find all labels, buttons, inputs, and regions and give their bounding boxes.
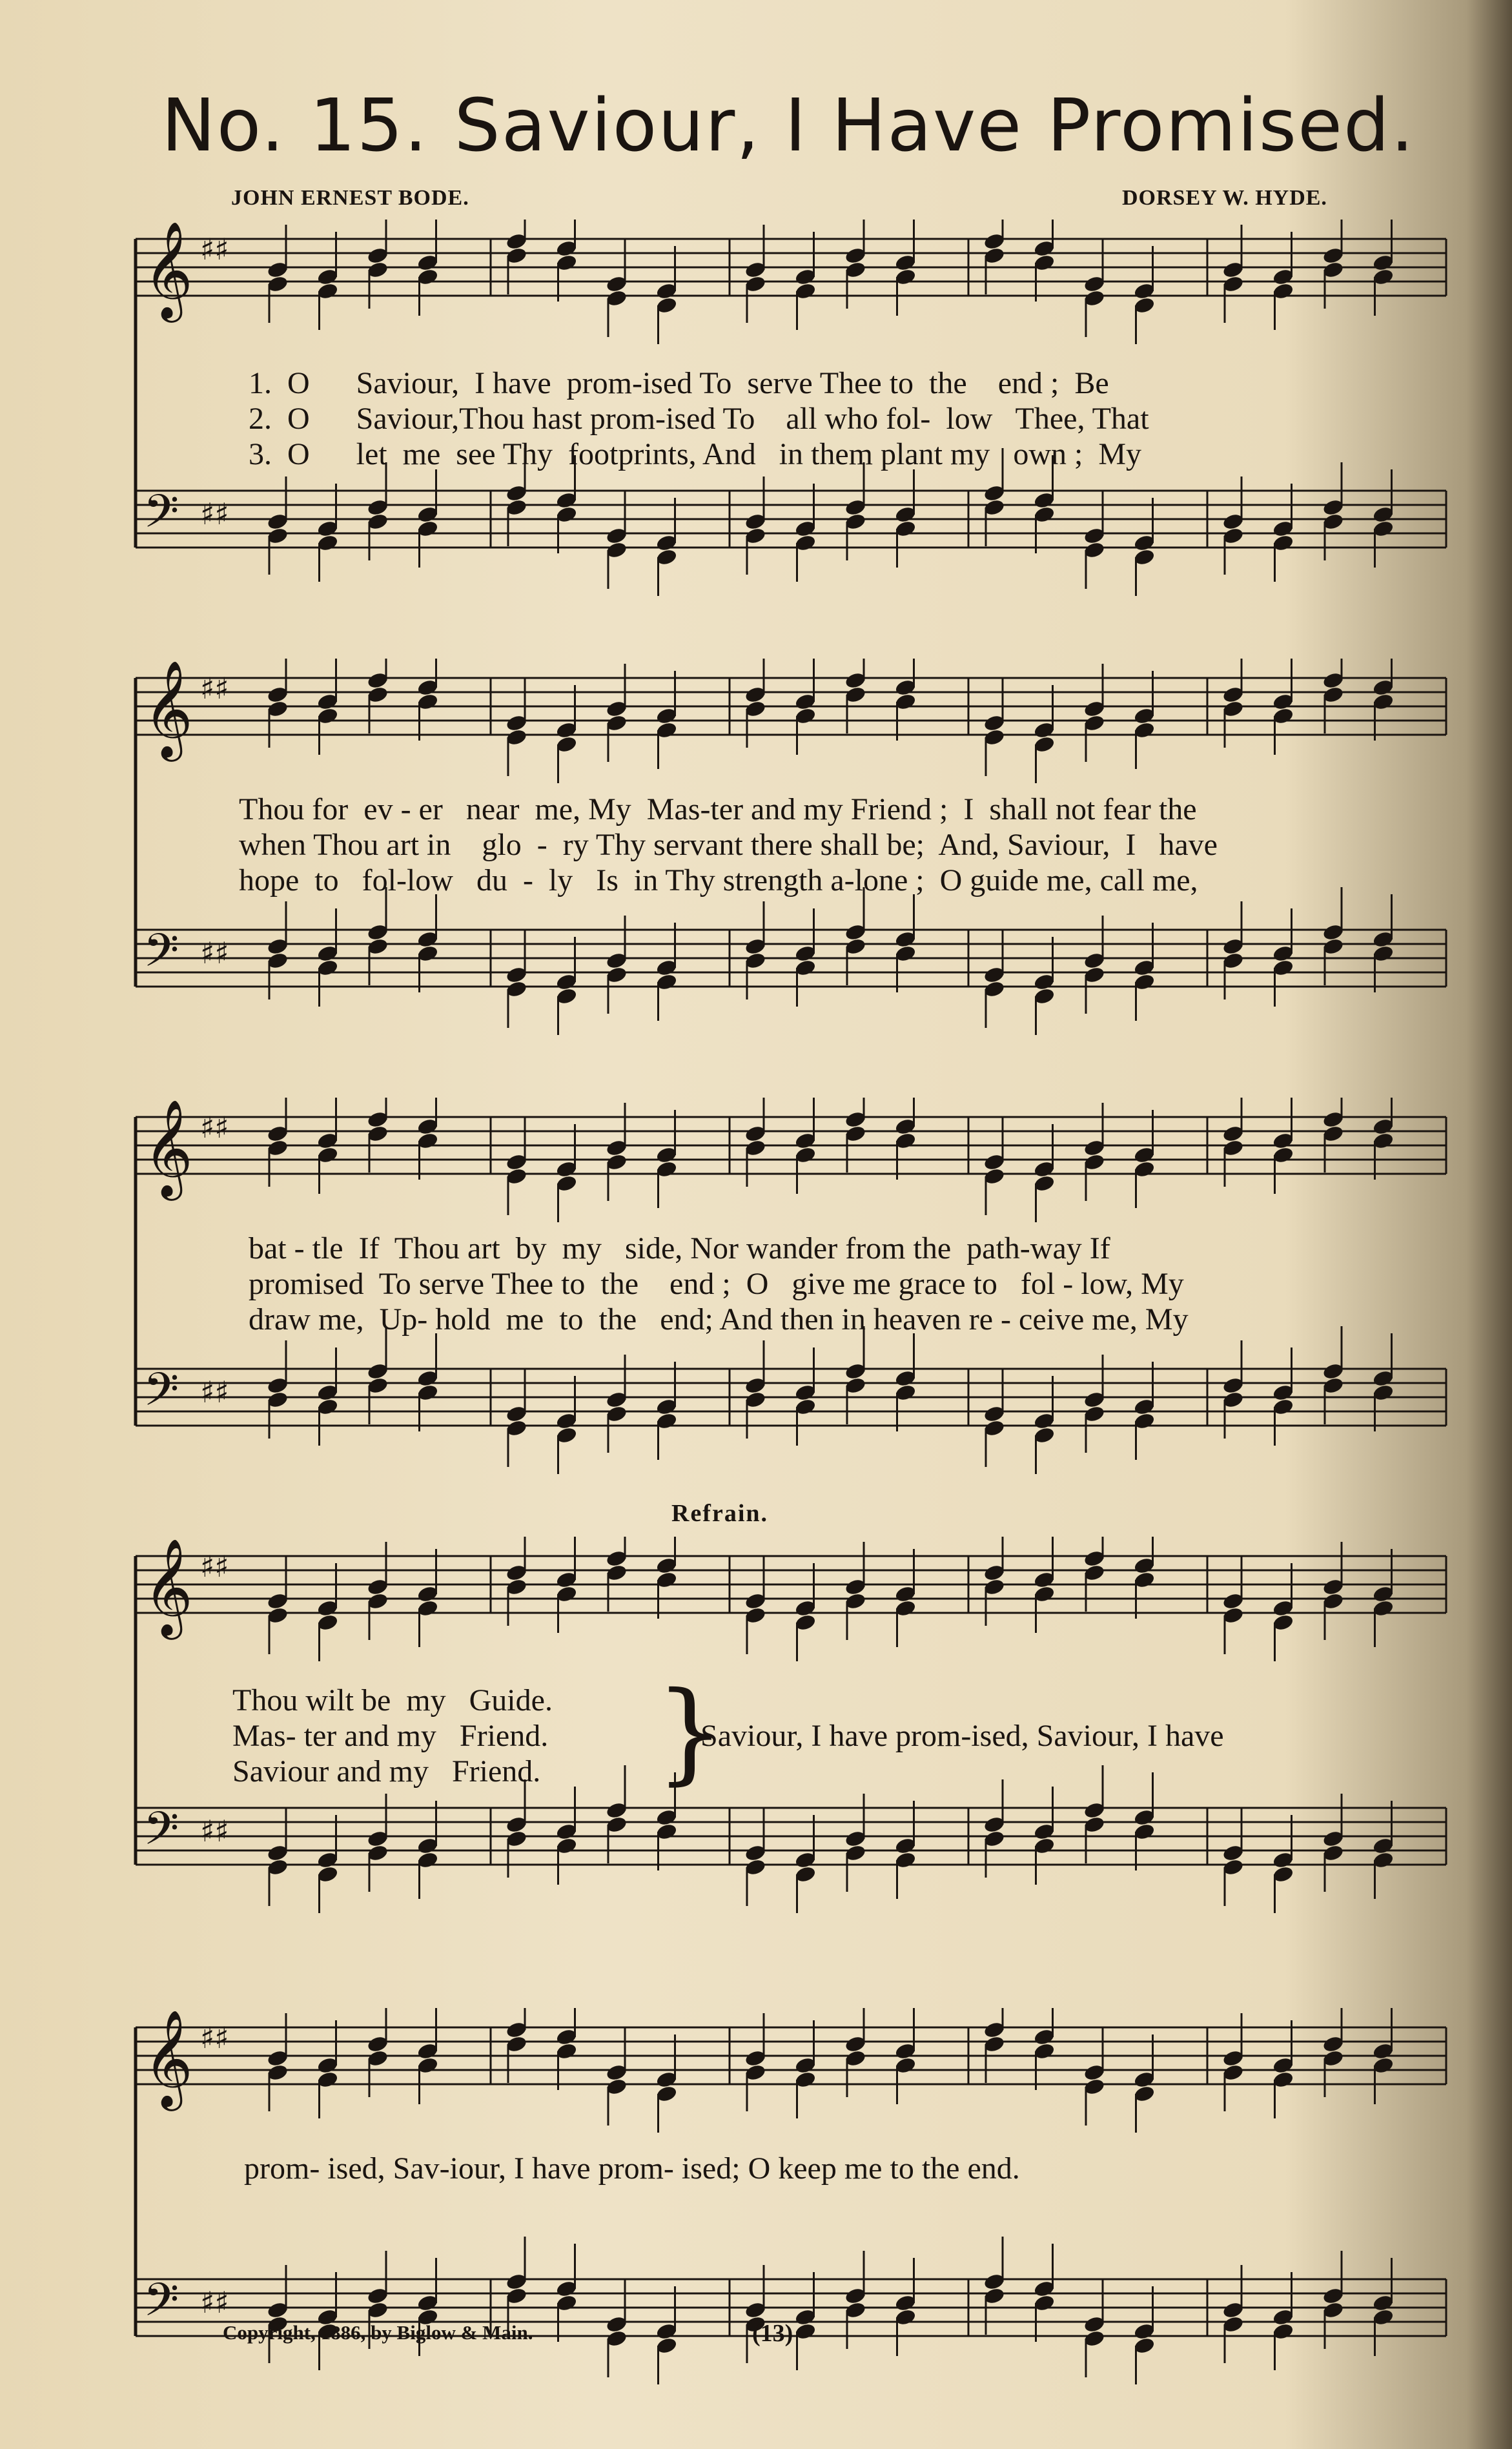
verse-line: 3. O let me see Thy footprints, And in them plant my own ; My xyxy=(249,437,1141,471)
treble-clef-icon: 𝄞 xyxy=(143,1098,193,1196)
note-head xyxy=(844,1098,866,1173)
bass-clef-icon: 𝄢 xyxy=(143,924,179,989)
verse-line: when Thou art in glo - ry Thy servant there shall be; And, Saviour, I have xyxy=(239,828,1218,862)
note-head xyxy=(1372,659,1395,741)
note-head xyxy=(894,1098,917,1180)
note-head xyxy=(844,1326,866,1424)
note-head xyxy=(1322,462,1344,560)
note-head xyxy=(1221,901,1244,999)
key-signature-icon: ♯♯ xyxy=(200,671,229,706)
bass-clef-icon: 𝄢 xyxy=(143,2273,179,2338)
note-head xyxy=(366,1326,389,1424)
hymn-title xyxy=(161,84,1415,168)
note-head xyxy=(894,659,917,741)
copyright-notice: Copyright, 1886, by Biglow & Main. xyxy=(223,2321,533,2344)
note-head xyxy=(416,659,439,741)
final-lyrics: prom- ised, Sav-iour, I have prom- ised; O keep me to the end. xyxy=(244,2151,1020,2186)
treble-clef-icon: 𝄞 xyxy=(143,220,193,318)
key-signature-icon: ♯♯ xyxy=(200,936,229,970)
note-head xyxy=(983,2237,1005,2335)
verse-line: draw me, Up- hold me to the end; And then in heaven re - ceive me, My xyxy=(249,1302,1189,1337)
note-head xyxy=(505,220,527,294)
note-head xyxy=(1322,887,1344,985)
lyrics-block-1 xyxy=(249,365,1149,472)
hymn-number: No. 15. xyxy=(161,84,429,168)
hymn-title-text: Saviour, I Have Promised. xyxy=(454,84,1415,168)
key-signature-icon: ♯♯ xyxy=(200,2285,229,2320)
note-head xyxy=(1083,1537,1105,1612)
verse-line: 2. O Saviour,Thou hast prom-ised To all who fol- low Thee, That xyxy=(249,402,1149,436)
note-head xyxy=(366,1098,389,1173)
note-head xyxy=(366,659,389,733)
note-head xyxy=(1322,2251,1344,2349)
note-head xyxy=(1372,1098,1395,1180)
bass-clef-icon: 𝄢 xyxy=(143,1363,179,1428)
lyrics-block-2 xyxy=(239,792,1218,898)
note-head xyxy=(555,2008,578,2090)
note-head xyxy=(416,1098,439,1180)
note-head xyxy=(1221,1340,1244,1439)
key-signature-icon: ♯♯ xyxy=(200,1375,229,1409)
key-signature-icon: ♯♯ xyxy=(200,232,229,267)
note-head xyxy=(744,901,766,999)
note-head xyxy=(844,887,866,985)
note-head xyxy=(844,462,866,560)
refrain-line: Mas- ter and my Friend. xyxy=(232,1719,549,1753)
page-number: (13) xyxy=(752,2320,793,2347)
verse-line: hope to fol-low du - ly Is in Thy strength a-lone ; O guide me, call me, xyxy=(239,863,1198,897)
note-head xyxy=(983,220,1005,294)
note-head xyxy=(605,1537,628,1612)
note-head xyxy=(1322,659,1344,733)
treble-clef-icon: 𝄞 xyxy=(143,1537,193,1635)
note-head xyxy=(1322,1098,1344,1173)
verse-line: 1. O Saviour, I have prom-ised To serve Thee to the end ; Be xyxy=(249,366,1109,400)
note-head xyxy=(1033,220,1056,302)
note-head xyxy=(605,1765,628,1863)
note-head xyxy=(266,901,289,999)
verse-line: promised To serve Thee to the end ; O give me grace to fol - low, My xyxy=(249,1267,1184,1301)
refrain-brace: } xyxy=(655,1668,726,1796)
refrain-label: Refrain. xyxy=(671,1500,769,1527)
note-head xyxy=(744,1340,766,1439)
composer-credit: DORSEY W. HYDE. xyxy=(1122,186,1327,210)
refrain-continue: Saviour, I have prom-ised, Saviour, I have xyxy=(700,1719,1224,1753)
note-head xyxy=(1033,2008,1056,2090)
note-head xyxy=(983,1779,1005,1878)
note-head xyxy=(1322,1326,1344,1424)
note-head xyxy=(655,1537,678,1619)
lyrics-block-3 xyxy=(249,1231,1189,1337)
note-head xyxy=(844,659,866,733)
key-signature-icon: ♯♯ xyxy=(200,1110,229,1145)
key-signature-icon: ♯♯ xyxy=(200,1549,229,1584)
note-head xyxy=(366,887,389,985)
note-head xyxy=(844,2251,866,2349)
note-head xyxy=(505,2237,527,2335)
refrain-line: Saviour and my Friend. xyxy=(232,1754,541,1788)
bass-clef-icon: 𝄢 xyxy=(143,1802,179,1867)
verse-line: Thou for ev - er near me, My Mas-ter and my Friend ; I shall not fear the xyxy=(239,792,1197,826)
key-signature-icon: ♯♯ xyxy=(200,2020,229,2055)
key-signature-icon: ♯♯ xyxy=(200,1814,229,1849)
treble-clef-icon: 𝄞 xyxy=(143,2009,193,2107)
refrain-line: Thou wilt be my Guide. xyxy=(232,1683,553,1717)
note-head xyxy=(1083,1765,1105,1863)
key-signature-icon: ♯♯ xyxy=(200,497,229,531)
note-head xyxy=(266,1340,289,1439)
verse-line: bat - tle If Thou art by my side, Nor wander from the path-way If xyxy=(249,1231,1110,1265)
note-head xyxy=(366,462,389,560)
treble-clef-icon: 𝄞 xyxy=(143,659,193,757)
author-credit: JOHN ERNEST BODE. xyxy=(231,186,469,210)
note-head xyxy=(505,2008,527,2083)
note-head xyxy=(1133,1537,1156,1619)
note-head xyxy=(983,2008,1005,2083)
bass-clef-icon: 𝄢 xyxy=(143,485,179,549)
note-head xyxy=(505,1779,527,1878)
note-head xyxy=(555,220,578,302)
refrain-lyrics xyxy=(232,1683,553,1789)
